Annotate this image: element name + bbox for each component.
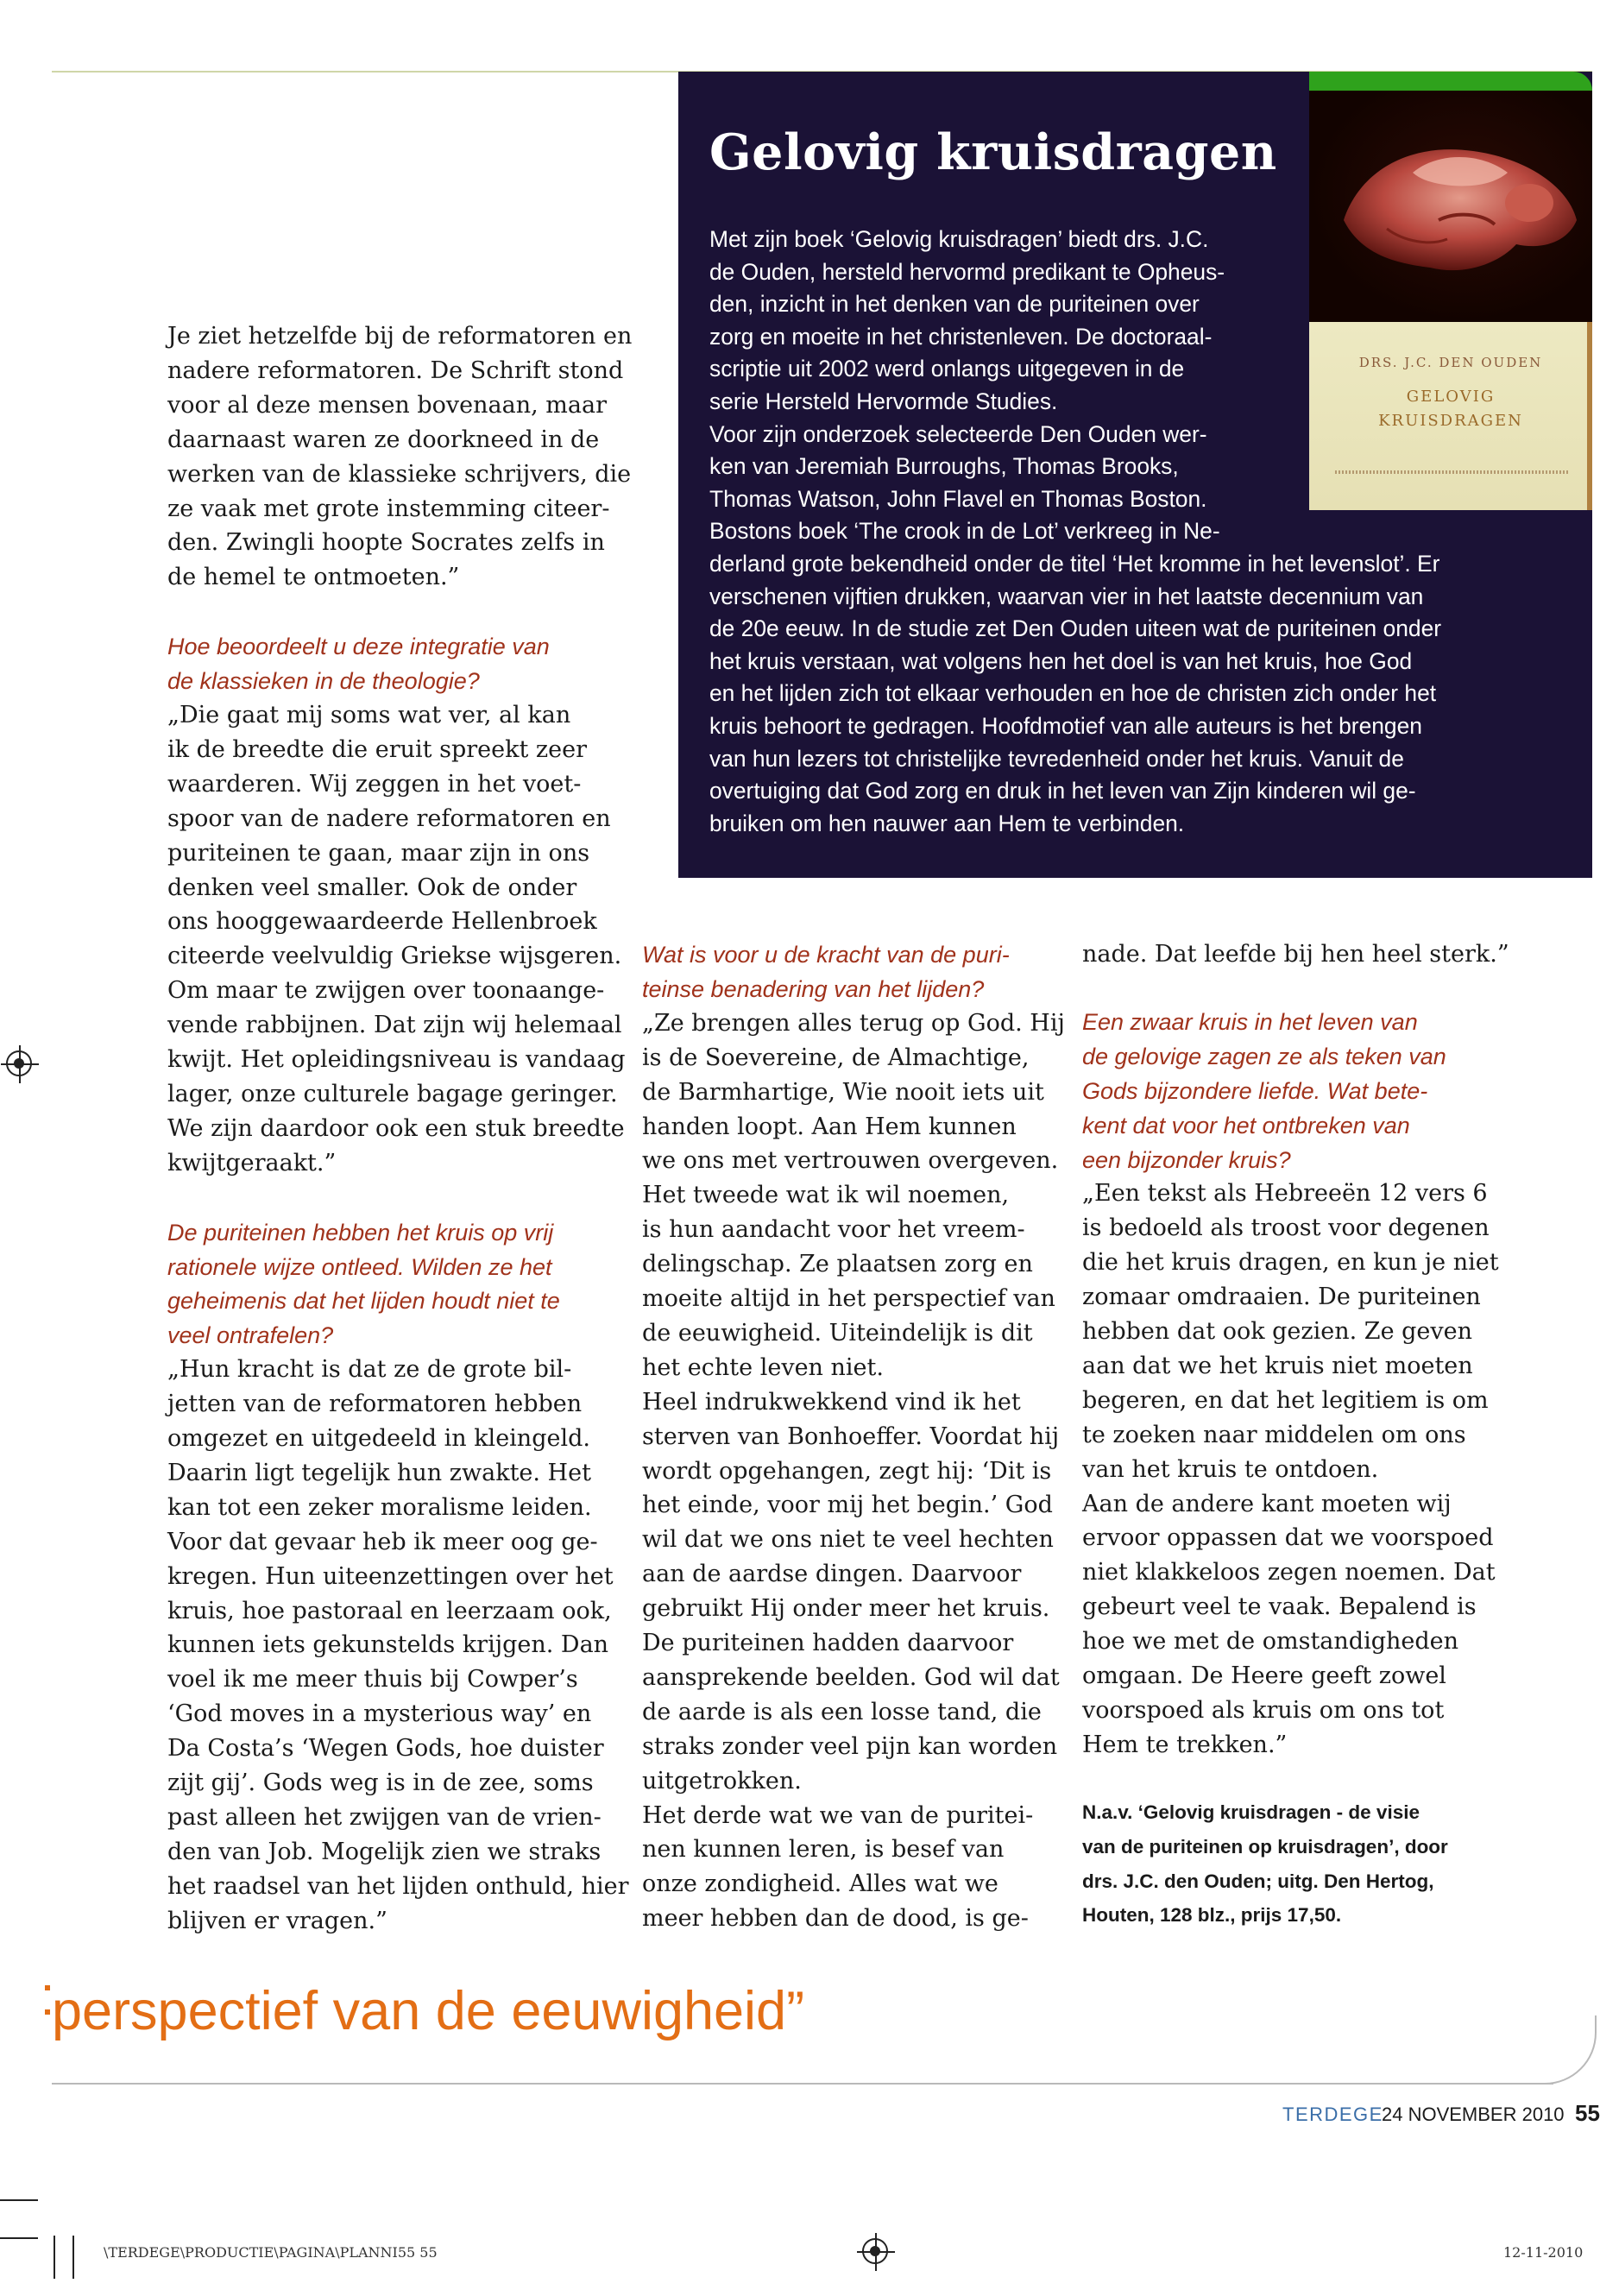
question-line: geheimenis dat het lijden houdt niet te <box>167 1288 560 1315</box>
body-text-line: Je ziet hetzelfde bij de reformatoren en <box>167 323 633 350</box>
body-text-line: ik de breedte die eruit spreekt zeer <box>167 735 587 763</box>
body-text-line: aan de aardse dingen. Daarvoor <box>642 1561 1022 1588</box>
body-text-line: Hem te trekken.” <box>1082 1731 1288 1758</box>
question-line: Hoe beoordeelt u deze integratie van <box>167 634 550 660</box>
body-text-line: te zoeken naar middelen om ons <box>1082 1421 1466 1448</box>
body-text-line: ze vaak met grote instemming citeer- <box>167 495 610 522</box>
body-text-line: voel ik me meer thuis bij Cowper’s <box>167 1666 578 1694</box>
body-text-line: „Een tekst als Hebreeën 12 vers 6 <box>1082 1180 1488 1208</box>
sidebar-text-line: overtuiging dat God zorg en druk in het leven van Zijn kinderen wil ge- <box>709 778 1416 804</box>
body-text-line: straks zonder veel pijn kan worden <box>642 1732 1058 1760</box>
bottom-rule <box>52 2083 1553 2085</box>
body-text-line: kan tot een zeker moralisme leiden. <box>167 1493 592 1521</box>
body-text-line: Daarin ligt tegelijk hun zwakte. Het <box>167 1459 591 1486</box>
body-text-line: puriteinen te gaan, maar zijn in ons <box>167 839 590 867</box>
body-text-line: die het kruis dragen, en kun je niet <box>1082 1249 1499 1277</box>
body-text-line: delingschap. Ze plaatsen zorg en <box>642 1251 1033 1278</box>
sidebar-text-line: den, inzicht in het denken van de puriteinen over <box>709 291 1200 318</box>
body-text-line: aan dat we het kruis niet moeten <box>1082 1352 1473 1379</box>
registration-mark-icon <box>862 2238 888 2264</box>
body-text-line: ervoor oppassen dat we voorspoed <box>1082 1524 1494 1552</box>
body-text-line: van het kruis te ontdoen. <box>1082 1455 1379 1483</box>
crop-mark <box>54 2236 55 2279</box>
body-text-line: wordt opgehangen, zegt hij: ‘Dit is <box>642 1457 1052 1485</box>
body-text-line: kruis, hoe pastoraal en leerzaam ook, <box>167 1597 612 1624</box>
body-text-line: kwijt. Het opleidingsniveau is vandaag <box>167 1046 626 1073</box>
sidebar-text-line: en het lijden zich tot elkaar verhouden en hoe de christen zich onder het <box>709 680 1437 707</box>
body-text-line: niet klakkeloos zegen noemen. Dat <box>1082 1559 1496 1586</box>
print-slug-path: \TERDEGE\PRODUCTIE\PAGINA\PLANNI55 55 <box>104 2244 438 2261</box>
question-line: De puriteinen hebben het kruis op vrij <box>167 1219 554 1246</box>
body-text-line: hoe we met de omstandigheden <box>1082 1628 1459 1656</box>
hand-illustration <box>1309 91 1592 322</box>
body-text-line: den. Zwingli hoopte Socrates zelfs in <box>167 529 605 557</box>
body-text-line: uitgetrokken. <box>642 1767 802 1795</box>
body-text-line: De puriteinen hadden daarvoor <box>642 1630 1014 1656</box>
body-text-line: het raadsel van het lijden onthuld, hier <box>167 1872 629 1900</box>
body-text-line: nen kunnen leren, is besef van <box>642 1836 1005 1864</box>
question-line: de gelovige zagen ze als teken van <box>1082 1043 1446 1069</box>
sidebar-text-line: Bostons boek ‘The crook in de Lot’ verkreeg in Ne- <box>709 518 1220 545</box>
pull-quote: perspectief van de eeuwigheid” <box>52 1981 805 2041</box>
print-slug-date: 12-11-2010 <box>1503 2244 1584 2261</box>
body-text-line: sterven van Bonhoeffer. Voordat hij <box>642 1422 1060 1450</box>
body-text-line: denken veel smaller. Ook de onder <box>167 874 577 901</box>
sidebar-text-line: kruis behoort te gedragen. Hoofdmotief van alle auteurs is het brengen <box>709 713 1422 739</box>
question-line: Gods bijzondere liefde. Wat bete- <box>1082 1077 1428 1104</box>
body-text-line: We zijn daardoor ook een stuk breedte <box>167 1114 625 1142</box>
question-line: kent dat voor het ontbreken van <box>1082 1112 1410 1139</box>
body-text-line: hebben dat ook gezien. Ze geven <box>1082 1318 1473 1345</box>
sidebar-text-line: Voor zijn onderzoek selecteerde Den Ouden wer- <box>709 420 1207 447</box>
book-reference-line: N.a.v. ‘Gelovig kruisdragen - de visie <box>1082 1801 1420 1823</box>
body-text-line: jetten van de reformatoren hebben <box>167 1391 583 1418</box>
body-text-line: Om maar te zwijgen over toonaange- <box>167 977 605 1005</box>
body-text-line: daarnaast waren ze doorkneed in de <box>167 426 600 453</box>
body-text-line: gebeurt veel te vaak. Bepalend is <box>1082 1593 1477 1621</box>
cover-spine-edge <box>1587 322 1592 510</box>
body-text-line: nade. Dat leefde bij hen heel sterk.” <box>1082 941 1509 968</box>
sidebar-text-line: bruiken om hen nauwer aan Hem te verbinden. <box>709 810 1185 836</box>
body-text-line: blijven er vragen.” <box>167 1907 387 1934</box>
body-text-line: kwijtgeraakt.” <box>167 1149 337 1176</box>
question-line: rationele wijze ontleed. Wilden ze het <box>167 1253 552 1280</box>
body-text-line: nadere reformatoren. De Schrift stond <box>167 356 624 384</box>
body-text-line: onze zondigheid. Alles wat we <box>642 1870 998 1898</box>
book-cover <box>1309 91 1592 510</box>
sidebar-text-line: de Ouden, hersteld hervormd predikant te Opheus- <box>709 258 1225 285</box>
body-text-line: kregen. Hun uiteenzettingen over het <box>167 1562 614 1590</box>
crop-mark <box>0 2237 38 2239</box>
footer-page-number: 55 <box>1575 2100 1600 2126</box>
sidebar-title: Gelovig kruisdragen <box>709 123 1277 181</box>
body-text-line: is bedoeld als troost voor degenen <box>1082 1214 1490 1242</box>
body-text-line: de eeuwigheid. Uiteindelijk is dit <box>642 1319 1033 1347</box>
body-text-line: wil dat we ons niet te veel hechten <box>642 1526 1054 1554</box>
body-text-line: is hun aandacht voor het vreem- <box>642 1216 1025 1244</box>
sidebar-text-line: derland grote bekendheid onder de titel ‘Het kromme in het levenslot’. Er <box>709 551 1440 577</box>
question-line: teinse benadering van het lijden? <box>642 975 985 1002</box>
sidebar-text-line: serie Hersteld Hervormde Studies. <box>709 388 1058 414</box>
question-line: veel ontrafelen? <box>167 1322 334 1349</box>
sidebar-text-line: van hun lezers tot christelijke tevredenheid onder het kruis. Vanuit de <box>709 745 1404 772</box>
body-text-line: „Hun kracht is dat ze de grote bil- <box>167 1356 572 1384</box>
cover-title-line1: GELOVIG <box>1406 388 1496 406</box>
body-text-line: moeite altijd in het perspectief van <box>642 1285 1055 1312</box>
body-text-line: ons hooggewaardeerde Hellenbroek <box>167 908 597 936</box>
body-text-line: waarderen. Wij zeggen in het voet- <box>167 770 582 798</box>
body-text-line: vende rabbijnen. Dat zijn wij helemaal <box>167 1012 622 1039</box>
body-text-line: de aarde is als een losse tand, die <box>642 1698 1042 1725</box>
sidebar-text-line: verschenen vijftien drukken, waarvan vier in het laatste decennium van <box>709 583 1424 609</box>
cover-subtitle-rule <box>1335 470 1568 474</box>
crop-mark <box>0 2199 38 2201</box>
crop-mark <box>72 2236 74 2279</box>
book-reference-line: van de puriteinen op kruisdragen’, door <box>1082 1835 1448 1858</box>
body-text-line: is de Soevereine, de Almachtige, <box>642 1044 1030 1071</box>
footer-date: 24 NOVEMBER 2010 <box>1382 2104 1565 2125</box>
body-text-line: Da Costa’s ‘Wegen Gods, hoe duister <box>167 1735 604 1763</box>
footer-magazine: TERDEGE <box>1282 2104 1383 2125</box>
body-text-line: voorspoed als kruis om ons tot <box>1082 1696 1445 1724</box>
body-text-line: omgezet en uitgedeeld in kleingeld. <box>167 1425 590 1452</box>
body-text-line: het einde, voor mij het begin.’ God <box>642 1492 1053 1519</box>
cover-photo <box>1309 91 1592 322</box>
bottom-rule-curve <box>1536 2015 1597 2085</box>
body-text-line: zijt gij’. Gods weg is in de zee, soms <box>167 1769 594 1796</box>
body-text-line: we ons met vertrouwen overgeven. <box>642 1147 1059 1175</box>
body-text-line: past alleen het zwijgen van de vrien- <box>167 1803 602 1831</box>
registration-mark-icon <box>6 1050 32 1076</box>
body-text-line: Aan de andere kant moeten wij <box>1082 1490 1452 1517</box>
body-text-line: handen loopt. Aan Hem kunnen <box>642 1113 1017 1140</box>
cover-author: DRS. J.C. DEN OUDEN <box>1358 355 1543 370</box>
sidebar-text-line: de 20e eeuw. In de studie zet Den Ouden uiteen wat de puriteinen onder <box>709 615 1442 642</box>
sidebar-text-line: zorg en moeite in het christenleven. De doctoraal- <box>709 323 1213 350</box>
body-text-line: zomaar omdraaien. De puriteinen <box>1082 1284 1481 1311</box>
sidebar-text-line: Met zijn boek ‘Gelovig kruisdragen’ biedt drs. J.C. <box>709 226 1209 252</box>
body-text-line: meer hebben dan de dood, is ge- <box>642 1905 1029 1933</box>
question-line: Een zwaar kruis in het leven van <box>1082 1008 1418 1035</box>
sidebar-text-line: ken van Jeremiah Burroughs, Thomas Brooks, <box>709 453 1179 480</box>
sidebar-text-line: Thomas Watson, John Flavel en Thomas Boston. <box>709 485 1207 512</box>
body-text-line: Het derde wat we van de puritei- <box>642 1801 1034 1829</box>
body-text-line: werken van de klassieke schrijvers, die <box>167 460 632 488</box>
body-text-line: het echte leven niet. <box>642 1353 884 1381</box>
body-text-line: „Ze brengen alles terug op God. Hij <box>642 1009 1065 1037</box>
body-text-line: kunnen iets gekunstelds krijgen. Dan <box>167 1631 609 1659</box>
sidebar-text-line: scriptie uit 2002 werd onlangs uitgegeven in de <box>709 356 1185 382</box>
green-accent-tab <box>1309 72 1592 91</box>
body-text-line: de hemel te ontmoeten.” <box>167 564 460 591</box>
body-text-line: Heel indrukwekkend vind ik het <box>642 1388 1021 1416</box>
body-text-line: den van Job. Mogelijk zien we straks <box>167 1838 602 1865</box>
body-text-line: lager, onze culturele bagage geringer. <box>167 1080 618 1107</box>
body-text-line: aansprekende beelden. God wil dat <box>642 1663 1060 1691</box>
body-text-line: spoor van de nadere reformatoren en <box>167 804 611 832</box>
body-text-line: ‘God moves in a mysterious way’ en <box>167 1700 592 1728</box>
cover-title-line2: KRUISDRAGEN <box>1378 412 1523 430</box>
book-reference-line: Houten, 128 blz., prijs 17,50. <box>1082 1904 1342 1927</box>
body-text-line: voor al deze mensen bovenaan, maar <box>167 391 608 419</box>
body-text-line: gebruikt Hij onder meer het kruis. <box>642 1595 1050 1623</box>
question-line: de klassieken in de theologie? <box>167 668 480 695</box>
body-text-line: „Die gaat mij soms wat ver, al kan <box>167 702 571 729</box>
pull-quote-mark <box>45 1985 50 2037</box>
sidebar-text-line: het kruis verstaan, wat volgens hen het doel is van het kruis, hoe God <box>709 647 1413 674</box>
book-reference-line: drs. J.C. den Ouden; uitg. Den Hertog, <box>1082 1870 1434 1892</box>
body-text-line: de Barmhartige, Wie nooit iets uit <box>642 1078 1044 1106</box>
body-text-line: Voor dat gevaar heb ik meer oog ge- <box>167 1528 598 1555</box>
question-line: Wat is voor u de kracht van de puri- <box>642 942 1010 968</box>
body-text-line: begeren, en dat het legitiem is om <box>1082 1386 1489 1414</box>
body-text-line: citeerde veelvuldig Griekse wijsgeren. <box>167 943 622 970</box>
body-text-line: omgaan. De Heere geeft zowel <box>1082 1662 1446 1689</box>
body-text-line: Het tweede wat ik wil noemen, <box>642 1182 1010 1209</box>
question-line: een bijzonder kruis? <box>1082 1146 1291 1173</box>
